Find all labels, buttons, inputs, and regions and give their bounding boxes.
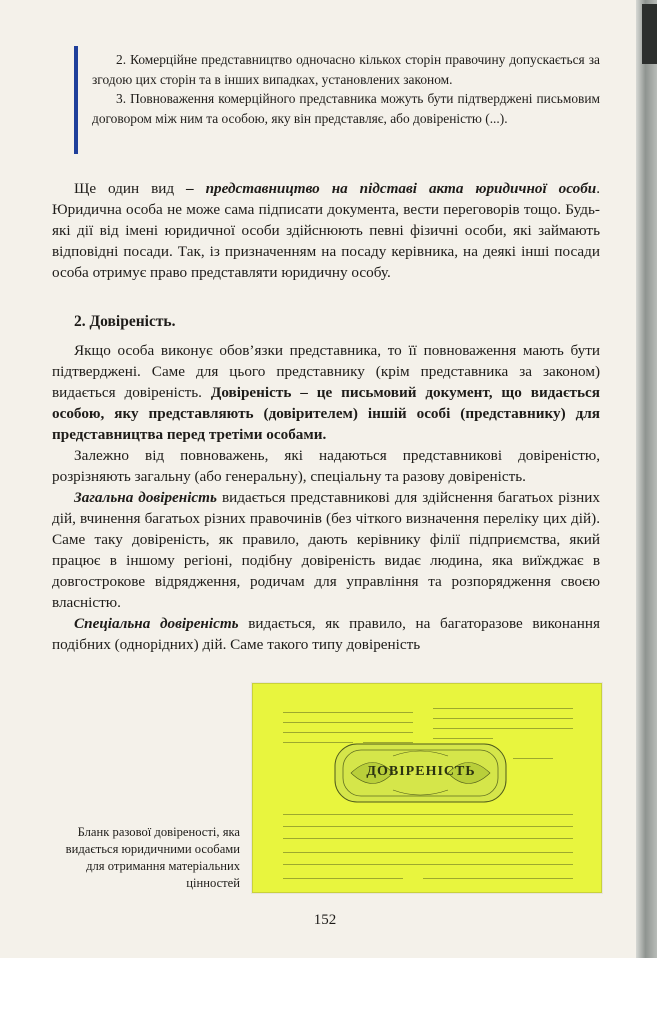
paragraph-types: Залежно від повноважень, які надаються представникові довіреністю, розрізняють загальну (або генеральну), спеціальну та разову довіреність. [52,447,600,485]
page-number: 152 [313,912,337,928]
para2-text: Якщо особа виконує обов’язки представника, то її повноваження мають бути підтверджені. Саме для цього представнику (крім представника за законом) видається довіреність. [52,342,600,401]
form-title: ДОВІРЕНІСТЬ [366,764,476,779]
para1-lead: Ще один вид [74,180,175,197]
poa-form-image [252,683,602,893]
para2-definition: Довіреність – це письмовий документ, що видається особою, яку представляють (довірителем) іншій особі (представнику) для представництва перед третіми особами. [52,384,600,443]
quoted-law-excerpt [92,50,600,128]
para1-rest: . Юридична особа не може сама підписати документа, вести переговорів тощо. Будь-які дії від імені юридичної особи здійснюють певні фізичні особи, які займають відповідні посади. Так, із призначенням на посаду керівника, на деякі інші посади особа отримує право представляти юридичну особу. [52,180,601,281]
quote-item-2: 2. Комерційне представництво одночасно кількох сторін правочину допускається за згодою цих сторін та в інших випадках, установлених законом. [92,52,600,87]
special-poa-text: видається, як правило, на багаторазове виконання подібних (однорідних) дій. Саме такого типу довіреність [52,615,600,653]
paragraph-power-of-attorney [52,340,600,655]
quote-bar [74,46,78,154]
section-heading: 2. Довіреність. [74,313,176,330]
para1-emphasis: представництво на підставі акта юридичної особи [205,180,597,197]
paragraph-legal-entity [52,178,600,283]
quote-item-3: 3. Повноваження комерційного представника можуть бути підтверджені письмовим договором між ним та особою, яку він представляє, або довіреністю (...). [92,91,600,126]
book-spine-edge [636,0,657,958]
general-poa-term: Загальна довіреність [74,489,217,506]
figure-caption: Бланк разової довіреності, яка видається юридичними особами для отримання матеріальних цінностей [65,825,240,890]
special-poa-term: Спеціальна довіреність [74,615,239,632]
general-poa-text: видається представникові для здійснення багатьох різних дій, вчинення багатьох різних правочинів (без чіткого визначення переліку цих дій). Саме таку довіреність, як правило, дають керівнику філії підприємства, який працює в іншому регіоні, подібну довіреність видає людина, яка виїжджає в довгострокове відрядження, родичам для управління та розпорядження своєю власністю. [52,489,600,611]
para1-dash: – [174,180,206,197]
